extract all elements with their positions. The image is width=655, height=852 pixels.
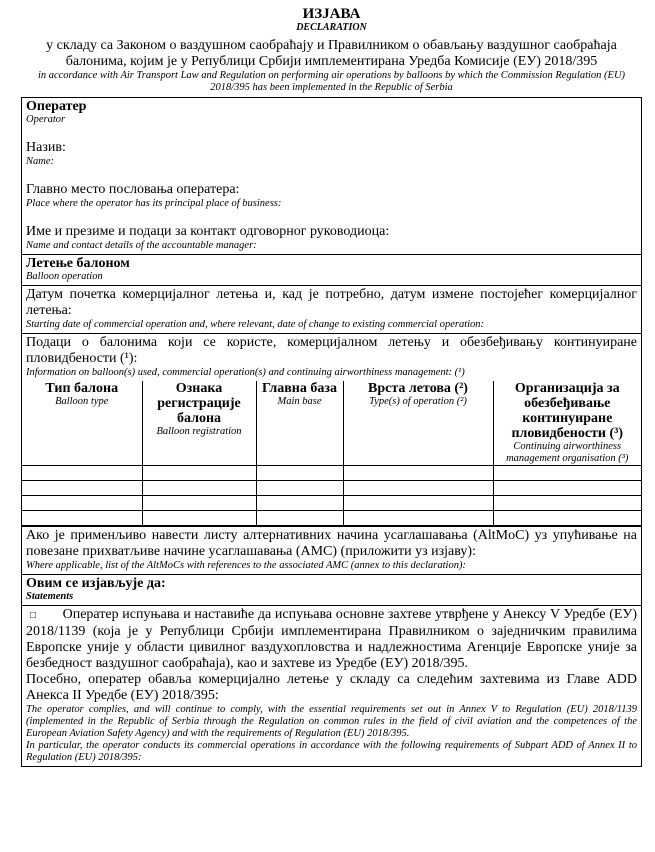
table-cell[interactable] [343,496,493,511]
balloon-table [22,381,641,526]
altmoc-label: Ако је применљиво навести листу алтернативних начина усаглашавања (AltMoC) уз упућивање на повезане прихватљиве начине усаглашавања (AMC) (приложити уз изјаву): [26,528,637,559]
col-balloon-type-sr: Тип балона [45,381,119,396]
statement-1-sr [26,607,637,672]
col-camo [493,381,641,466]
operator-section [22,98,641,254]
col-main-base-en: Main base [277,396,322,407]
table-cell[interactable] [256,496,343,511]
balloon-operation-heading-en: Balloon operation [26,271,103,282]
table-cell[interactable] [256,481,343,496]
balloon-info-label-en: Information on balloon(s) used, commercial operation(s) and continuing airworthiness management: (¹) [26,367,465,378]
principal-place-label-en: Place where the operator has its principal place of business: [26,198,282,209]
statement-1-en: The operator complies, and will continue to comply, with the essential requirements set out in Annex V to Regulation (EU) 2018/1139 (implemented in the Republic of Serbia through the Regulation on common rules in the field of civil aviation and the competences of the European Aviation Safety Agency) and with the requirements of Regulation (EU) 2018/395. [26,704,637,739]
col-main-base [256,381,343,466]
operator-name-label-en: Name: [26,156,54,167]
statement-1-text: Оператер испуњава и наставиће да испуњава основне захтеве утврђене у Анексу V Уредбе (ЕУ) 2018/1139 (која је у Републици Србији имплементирана Правилником о заједничким правилима Европске уније у области цивилног ваздухопловства и надлежностима Агенције Европске уније за безбедност ваздушног саобраћаја), као и захтеве из Уредбе (ЕУ) 2018/395. [26,607,638,671]
col-balloon-type [22,381,142,466]
col-registration [142,381,256,466]
table-cell[interactable] [343,466,493,481]
table-cell[interactable] [142,496,256,511]
table-cell[interactable] [22,511,142,526]
col-operation-type-en: Type(s) of operation (²) [369,396,467,407]
table-cell[interactable] [22,496,142,511]
balloon-operation-section [22,254,641,285]
declaration-form [21,97,642,767]
table-cell[interactable] [22,481,142,496]
intro-text-en: in accordance with Air Transport Law and Regulation on performing air operations by balloons by which the Commission Regulation (EU) 2018/395 has been implemented in the Republic of Serbia [37,70,626,93]
statement-2-sr: Посебно, оператер обавља комерцијално летење у складу са следећим захтевима из Главе ADD Анекса II Уредбе (ЕУ) 2018/395: [26,672,637,703]
table-cell[interactable] [256,466,343,481]
table-cell[interactable] [256,511,343,526]
col-camo-en: Continuing airworthiness management organisation (³) [506,441,629,464]
declaration-page [21,6,642,767]
table-cell[interactable] [142,511,256,526]
table-cell[interactable] [493,466,641,481]
operator-name-label: Назив: [26,140,66,155]
table-cell[interactable] [142,466,256,481]
table-row [22,511,641,526]
intro-text-sr: у складу са Законом о ваздушном саобраћају и Правилником о обављању ваздушног саобраћаја балонима, којим је у Републици Србији имплементирана Уредба Комисије (ЕУ) 2018/395 [46,38,617,69]
col-main-base-sr: Главна база [262,381,337,396]
altmoc-section [22,526,641,574]
table-cell[interactable] [493,481,641,496]
col-registration-en: Balloon registration [156,426,242,437]
start-date-label: Датум почетка комерцијалног летења и, кад је потребно, датум измене постојећег комерцијалног летења: [26,287,637,318]
checkbox-icon[interactable]: □ [30,610,37,621]
table-row [22,466,641,481]
balloon-info-label: Подаци о балонима који се користе, комерцијалном летењу и обезбеђивању континуиране пловидбености (¹): [26,335,637,366]
table-cell[interactable] [493,511,641,526]
operator-heading-en: Operator [26,114,66,125]
statements-heading-section [22,574,641,605]
altmoc-label-en: Where applicable, list of the AltMoCs with references to the associated AMC (annex to this declaration): [26,560,466,571]
col-operation-type-sr: Врста летова (²) [368,381,468,396]
statement-2-en: In particular, the operator conducts its commercial operations in accordance with the following requirements of Subpart ADD of Annex II to Regulation (EU) 2018/395: [26,740,637,763]
page-subtitle: DECLARATION [296,22,367,33]
balloon-table-header [22,381,641,466]
table-cell[interactable] [343,481,493,496]
col-balloon-type-en: Balloon type [55,396,109,407]
page-title: ИЗЈАВА [302,6,361,22]
table-cell[interactable] [22,466,142,481]
col-camo-sr: Организација за обезбеђивање континуиране пловидбености (³) [511,381,624,441]
start-date-label-en: Starting date of commercial operation and, where relevant, date of change to existing commercial operation: [26,319,485,330]
statements-heading-en: Statements [26,591,74,602]
table-row [22,496,641,511]
accountable-manager-label-en: Name and contact details of the accountable manager: [26,240,257,251]
table-row [22,481,641,496]
balloon-operation-heading: Летење балоном [26,256,130,271]
table-cell[interactable] [343,511,493,526]
statements-heading: Овим се изјављује да: [26,576,166,591]
statements-section [22,605,641,766]
col-operation-type [343,381,493,466]
col-registration-sr: Ознака регистрације балона [157,381,241,426]
table-cell[interactable] [142,481,256,496]
start-date-section [22,285,641,333]
balloon-info-section [22,333,641,381]
accountable-manager-label: Име и презиме и подаци за контакт одговорног руководиоца: [26,224,390,239]
table-cell[interactable] [493,496,641,511]
operator-heading: Оператер [26,99,87,114]
principal-place-label: Главно место пословања оператера: [26,182,240,197]
